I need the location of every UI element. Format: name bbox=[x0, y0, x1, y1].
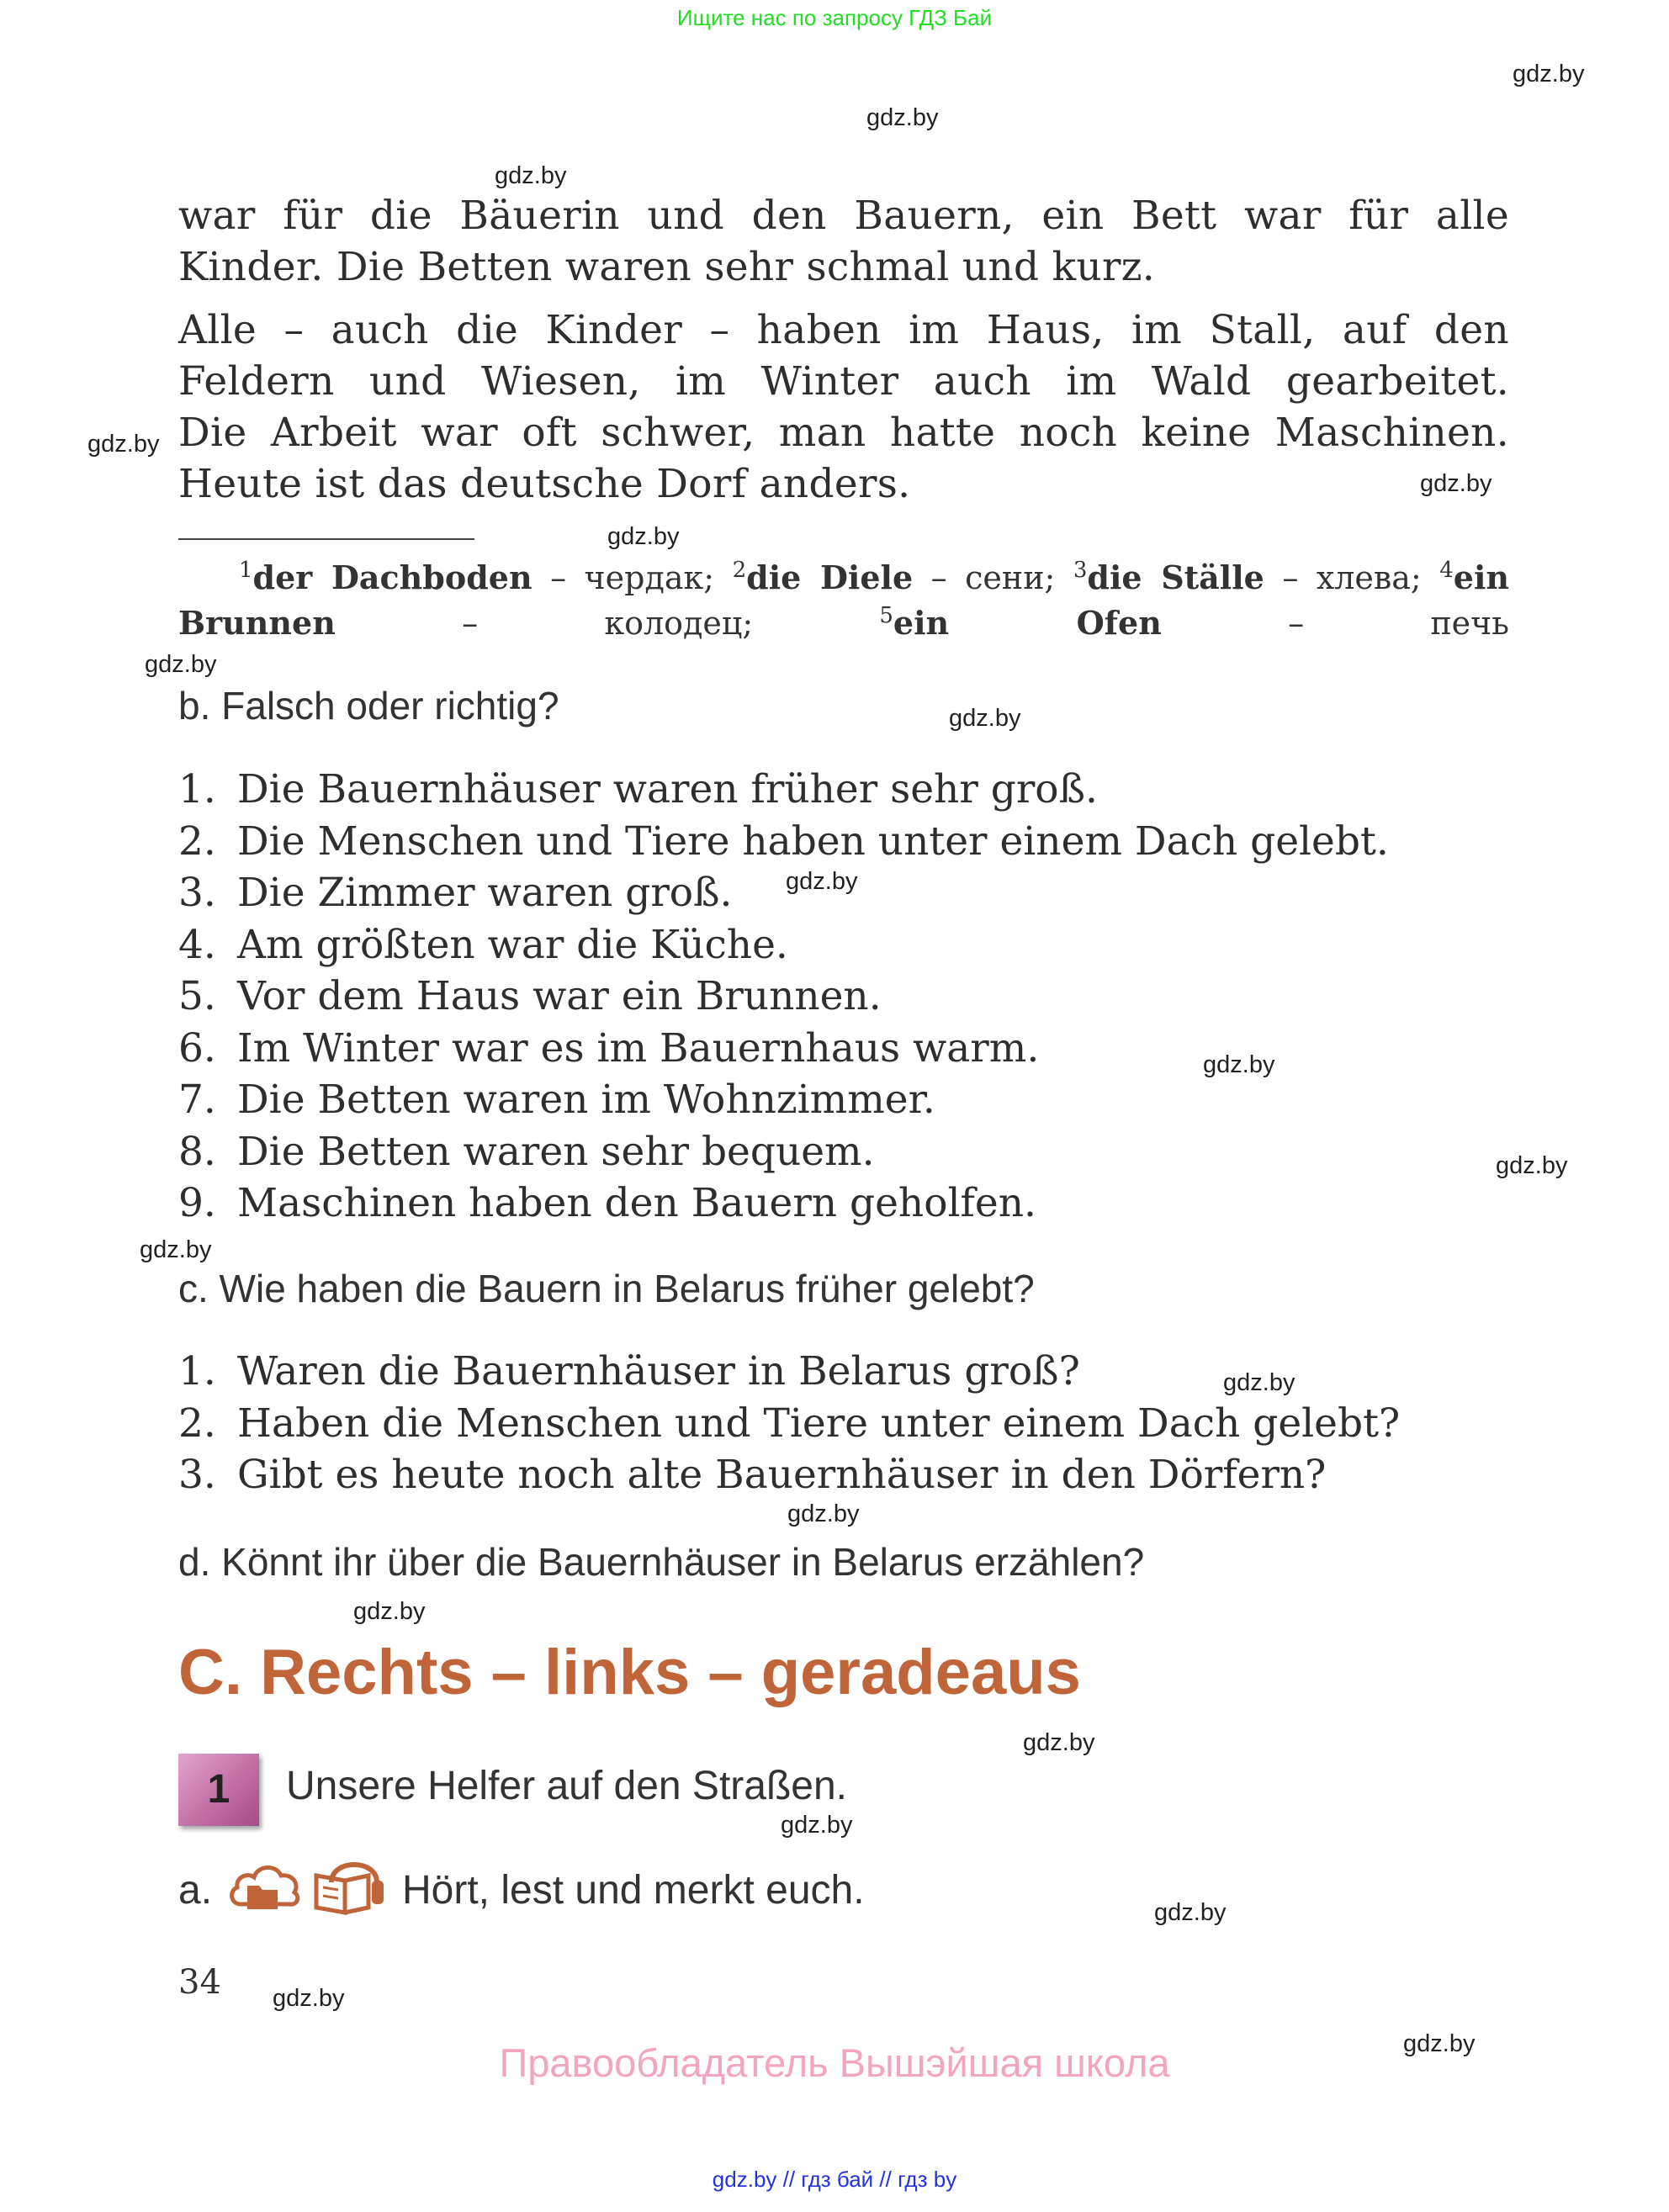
watermark: gdz.by bbox=[1203, 1051, 1275, 1078]
list-item: 6. Im Winter war es im Bauernhaus warm. bbox=[178, 1024, 1040, 1072]
exercise-title: Unsere Helfer auf den Straßen. bbox=[286, 1764, 848, 1808]
watermark: gdz.by bbox=[607, 523, 680, 550]
watermark: gdz.by bbox=[1496, 1152, 1568, 1179]
task-d-heading: d. Könnt ihr über die Bauernhäuser in Belarus erzählen? bbox=[178, 1540, 1145, 1584]
subtask-instruction: Hört, lest und merkt euch. bbox=[402, 1868, 865, 1913]
footnote-marker: 1 bbox=[239, 558, 253, 583]
watermark: gdz.by bbox=[140, 1236, 212, 1263]
top-banner: Ищите нас по запросу ГДЗ Бай bbox=[676, 5, 993, 30]
footnote-divider bbox=[178, 538, 474, 540]
footnote-translation: – печь bbox=[1161, 605, 1509, 642]
task-c-heading: c. Wie haben die Bauern in Belarus früher gelebt? bbox=[178, 1267, 1035, 1310]
watermark: gdz.by bbox=[1023, 1729, 1095, 1756]
section-title: C. Rechts – links – geradeaus bbox=[178, 1637, 1081, 1708]
book-headphones-icon bbox=[310, 1850, 394, 1918]
text-line: Alle – auch die Kinder – haben im Haus, im Stall, auf den bbox=[178, 307, 1509, 353]
text-line: war für die Bäuerin und den Bauern, ein Bett war für alle bbox=[178, 193, 1509, 239]
task-c-list bbox=[178, 1346, 1524, 1501]
footnote-term: der Dachboden bbox=[252, 558, 532, 596]
list-item: 4. Am größten war die Küche. bbox=[178, 921, 788, 968]
list-item: 1. Die Bauernhäuser waren früher sehr groß. bbox=[178, 766, 1098, 812]
watermark: gdz.by bbox=[781, 1812, 853, 1839]
list-item: 2. Die Menschen und Tiere haben unter einem Dach gelebt. bbox=[178, 818, 1389, 865]
list-item: 9. Maschinen haben den Bauern geholfen. bbox=[178, 1180, 1036, 1226]
footnotes bbox=[178, 555, 1509, 646]
watermark: gdz.by bbox=[1223, 1369, 1295, 1396]
watermark: gdz.by bbox=[273, 1985, 345, 2012]
list-item: 8. Die Betten waren sehr bequem. bbox=[178, 1128, 875, 1175]
list-item: 3. Gibt es heute noch alte Bauernhäuser in den Dörfern? bbox=[178, 1452, 1327, 1498]
text-line: Die Arbeit war oft schwer, man hatte noch keine Maschinen. bbox=[178, 410, 1509, 456]
watermark: gdz.by bbox=[1154, 1899, 1227, 1926]
task-b-list bbox=[178, 764, 1524, 1230]
watermark: gdz.by bbox=[1403, 2030, 1476, 2057]
text-line: Kinder. Die Betten waren sehr schmal und kurz. bbox=[178, 244, 1156, 290]
footnote-term: die Diele bbox=[746, 558, 914, 596]
watermark: gdz.by bbox=[353, 1598, 426, 1625]
list-item: 1. Waren die Bauernhäuser in Belarus groß? bbox=[178, 1348, 1080, 1394]
footnote-marker: 4 bbox=[1439, 558, 1454, 583]
watermark: gdz.by bbox=[786, 868, 858, 895]
list-item: 3. Die Zimmer waren groß. bbox=[178, 870, 733, 916]
subtask-label: a. bbox=[178, 1868, 213, 1913]
list-item: 7. Die Betten waren im Wohnzimmer. bbox=[178, 1077, 935, 1123]
footnote-term: die Ställe bbox=[1087, 558, 1264, 596]
footnote-translation: – чердак; bbox=[532, 559, 733, 596]
exercise-number-badge: 1 bbox=[178, 1754, 259, 1826]
watermark: gdz.by bbox=[145, 651, 217, 678]
list-item: 2. Haben die Menschen und Tiere unter einem Dach gelebt? bbox=[178, 1400, 1401, 1447]
footnote-translation: – сени; bbox=[913, 559, 1073, 596]
footnote-translation: – хлева; bbox=[1264, 559, 1440, 596]
footnote-translation: – колодец; bbox=[335, 605, 880, 642]
page-number: 34 bbox=[178, 1963, 221, 2002]
copyright-notice: Правообладатель Вышэйшая школа bbox=[499, 2040, 1170, 2085]
text-line: Heute ist das deutsche Dorf anders. bbox=[178, 461, 911, 507]
text-line: Feldern und Wiesen, im Winter auch im Wald gearbeitet. bbox=[178, 358, 1509, 405]
footnote-term: ein Ofen bbox=[893, 604, 1162, 642]
footnote-marker: 2 bbox=[732, 558, 747, 583]
watermark: gdz.by bbox=[1420, 470, 1492, 497]
reading-paragraph-2 bbox=[178, 304, 1509, 510]
task-b-heading: b. Falsch oder richtig? bbox=[178, 684, 559, 728]
watermark: gdz.by bbox=[949, 705, 1021, 732]
bottom-banner: gdz.by // гдз бай // гдз by bbox=[712, 2167, 957, 2192]
watermark: gdz.by bbox=[787, 1500, 860, 1527]
footnote-term: ein Brunnen bbox=[178, 558, 1510, 642]
watermark: gdz.by bbox=[866, 104, 939, 131]
watermark: gdz.by bbox=[495, 162, 567, 189]
footnote-marker: 5 bbox=[879, 603, 893, 628]
list-item: 5. Vor dem Haus war ein Brunnen. bbox=[178, 973, 882, 1019]
footnote-marker: 3 bbox=[1073, 558, 1088, 583]
cloud-folder-icon bbox=[225, 1857, 301, 1916]
watermark: gdz.by bbox=[87, 431, 160, 458]
watermark: gdz.by bbox=[1513, 61, 1585, 87]
reading-paragraph-1 bbox=[178, 190, 1509, 293]
